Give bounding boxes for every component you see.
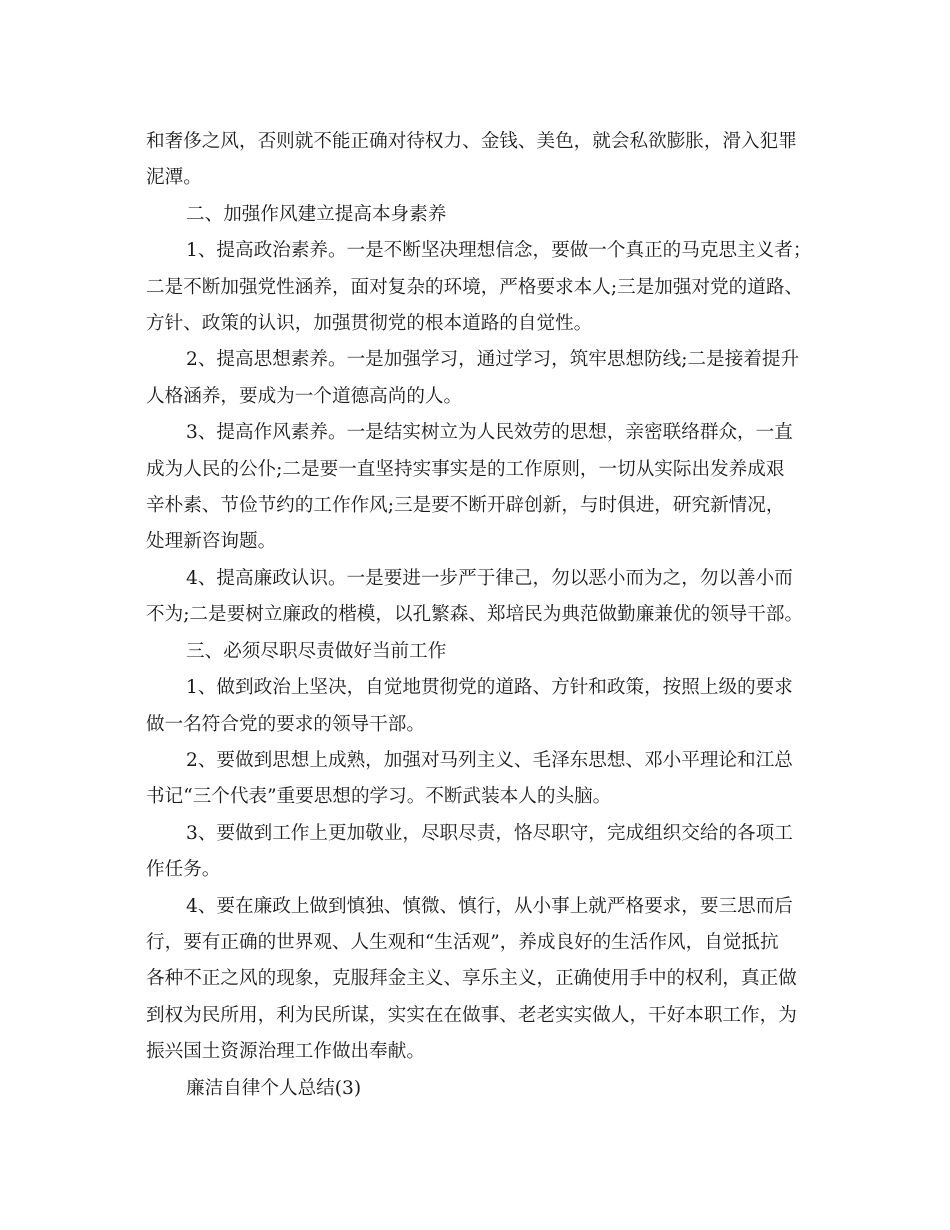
text-line: 到权为民所用，利为民所谋，实实在在做事、老老实实做人，干好本职工作，为 [146, 1004, 797, 1026]
text-line: 辛朴素、节俭节约的工作作风;三是要不断开辟创新，与时俱进，研究新情况， [146, 495, 785, 517]
text-line: 人格涵养，要成为一个道德高尚的人。 [146, 385, 463, 407]
text-line: 和奢侈之风，否则就不能正确对待权力、金钱、美色，就会私欲膨胀，滑入犯罪 [146, 131, 797, 152]
text-line: 书记“三个代表”重要思想的学习。不断武装本人的头脑。 [146, 786, 612, 808]
paragraph [146, 233, 818, 342]
text-line: 振兴国土资源治理工作做出奉献。 [146, 1041, 425, 1063]
text-line: 1、提高政治素养。一是不断坚决理想信念，要做一个真正的马克思主义者； [186, 240, 812, 262]
paragraph [146, 889, 818, 1071]
document-page [146, 124, 818, 1107]
paragraph [146, 743, 818, 816]
section-heading [146, 197, 818, 233]
text-line: 2、要做到思想上成熟，加强对马列主义、毛泽东思想、邓小平理论和江总 [186, 749, 793, 771]
text-line: 二是不断加强党性涵养，面对复杂的环境，严格要求本人;三是加强对党的道路、 [146, 276, 804, 298]
text-line: 3、要做到工作上更加敬业，尽职尽责，恪尽职守，完成组织交给的各项工 [186, 822, 793, 844]
text-line: 二、加强作风建立提高本身素养 [186, 203, 447, 225]
text-line: 4、提高廉政认识。一是要进一步严于律己，勿以恶小而为之，勿以善小而 [186, 567, 793, 589]
paragraph [146, 342, 818, 415]
text-line: 3、提高作风素养。一是结实树立为人民效劳的思想，亲密联络群众，一直 [186, 422, 793, 444]
text-line: 不为;二是要树立廉政的楷模，以孔繁森、郑培民为典范做勤廉兼优的领导干部。 [146, 604, 804, 626]
paragraph [146, 670, 818, 743]
text-line: 作任务。 [146, 859, 221, 881]
text-line: 4、要在廉政上做到慎独、慎微、慎行，从小事上就严格要求，要三思而后 [186, 895, 793, 917]
text-line: 廉洁自律个人总结(3) [186, 1077, 362, 1099]
paragraph [146, 816, 818, 889]
text-line: 处理新咨询题。 [146, 531, 277, 553]
paragraph [146, 561, 818, 634]
text-line: 泥潭。 [146, 167, 202, 189]
paragraph [146, 124, 818, 197]
text-line: 2、提高思想素养。一是加强学习，通过学习，筑牢思想防线;二是接着提升 [186, 349, 800, 371]
text-line: 做一名符合党的要求的领导干部。 [146, 713, 425, 735]
text-line: 三、必须尽职尽责做好当前工作 [186, 640, 447, 662]
text-line: 1、做到政治上坚决，自觉地贯彻党的道路、方针和政策，按照上级的要求 [186, 677, 793, 699]
paragraph [146, 415, 818, 561]
text-line: 各种不正之风的现象，克服拜金主义、享乐主义，正确使用手中的权利，真正做 [146, 968, 797, 990]
text-line: 行，要有正确的世界观、人生观和“生活观”，养成良好的生活作风，自觉抵抗 [146, 931, 779, 953]
section-heading [146, 634, 818, 670]
text-line: 方针、政策的认识，加强贯彻党的根本道路的自觉性。 [146, 313, 593, 335]
section-title [146, 1071, 818, 1107]
text-line: 成为人民的公仆;二是要一直坚持实事实是的工作原则，一切从实际出发养成艰 [146, 458, 785, 480]
